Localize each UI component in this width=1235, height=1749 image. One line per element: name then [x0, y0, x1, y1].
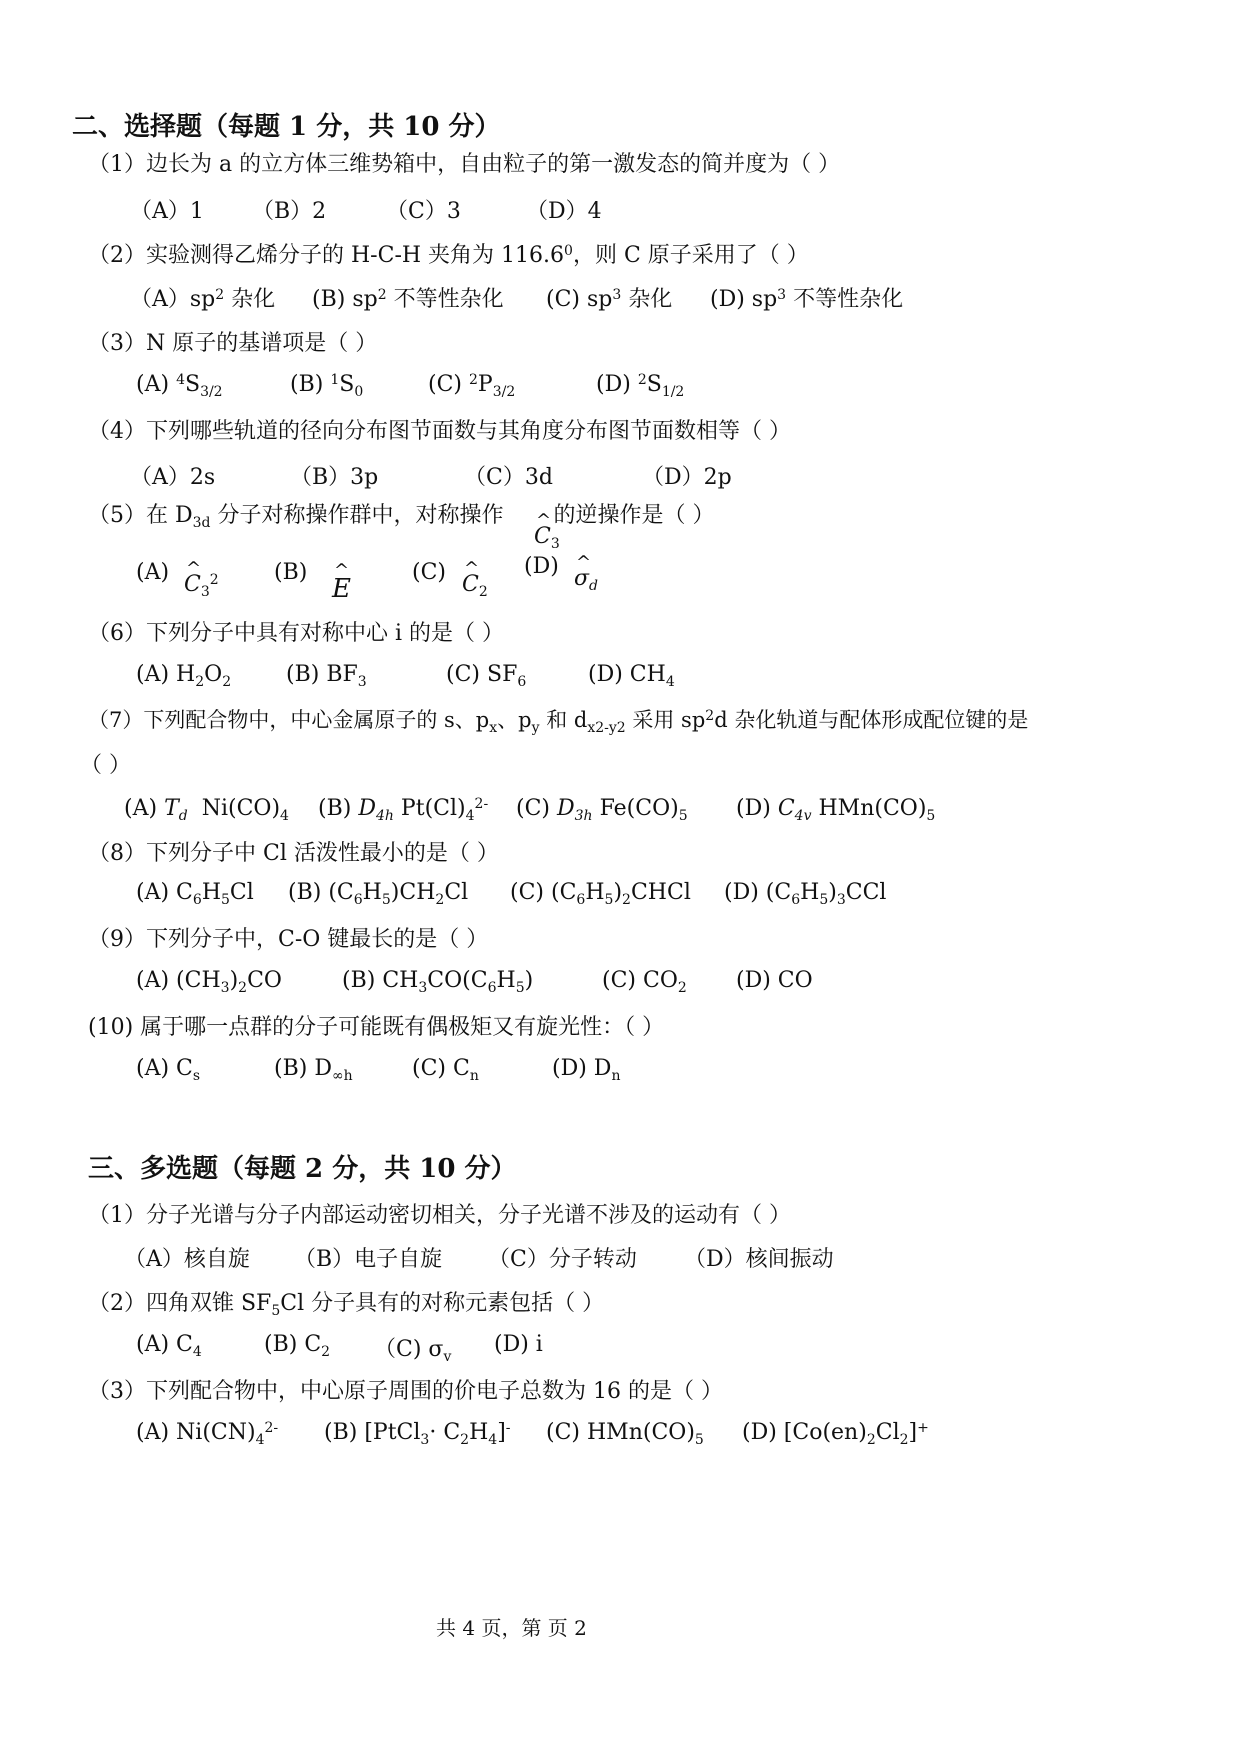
- option-b: (B) $(C_6H_5)CH_2Cl$: [288, 880, 469, 908]
- option-a-symbol: ^ $C_3^2$: [184, 572, 219, 600]
- section3-question-3-stem: （3）下列配合物中，中心原子周围的价电子总数为 16 的是（ ）: [88, 1379, 723, 1404]
- question-9-stem: （9）下列分子中，C-O 键最长的是（ ）: [88, 927, 489, 952]
- option-d: (D): [524, 554, 559, 579]
- option-c: (C) $sp^3$ 杂化: [546, 287, 673, 312]
- option-b-symbol: ^ E: [332, 574, 351, 604]
- option-b: (B) $^1S_0$: [290, 372, 364, 400]
- option-b: (B) $D_{\infty h}$: [274, 1056, 353, 1084]
- option-a: （A）核自旋: [124, 1247, 250, 1272]
- option-c: (C) $D_{3h}$ $Fe(CO)_5$: [516, 796, 688, 824]
- option-d: (D) $D_n$: [552, 1056, 621, 1084]
- option-d: (D) i: [494, 1332, 543, 1357]
- section-2-title: 二、选择题（每题 1 分，共 10 分）: [72, 112, 501, 142]
- option-d: (D) $^2S_{1/2}$: [596, 372, 685, 400]
- option-d: (D) $[Co(en)_2Cl_2]^+$: [742, 1420, 929, 1448]
- option-b: （B）2: [252, 199, 327, 224]
- question-10-stem: (10) 属于哪一点群的分子可能既有偶极矩又有旋光性：（ ）: [88, 1015, 665, 1040]
- option-c: （C）分子转动: [488, 1247, 637, 1272]
- option-b: (B) $CH_3CO(C_6H_5)$: [342, 968, 534, 996]
- option-c: （C）3: [386, 199, 461, 224]
- option-d: （D）核间振动: [684, 1247, 834, 1272]
- c3-operator-symbol: ^ $C_3$: [534, 524, 560, 552]
- question-7-stem-line2: （ ）: [80, 753, 131, 778]
- page-footer: 共 4 页，第 页 2: [436, 1616, 587, 1640]
- option-c: (C) $^2P_{3/2}$: [428, 372, 516, 400]
- option-b: (B) $sp^2$ 不等性杂化: [312, 287, 504, 312]
- option-a: (A) $C_s$: [136, 1056, 201, 1084]
- option-c-symbol: ^ $C_2$: [462, 572, 488, 600]
- section3-question-2-stem: （2）四角双锥 $SF_5Cl$ 分子具有的对称元素包括（ ）: [88, 1291, 605, 1319]
- option-a: （A）1: [130, 199, 204, 224]
- option-a: (A) $C_6H_5Cl$: [136, 880, 254, 908]
- option-b: （B）电子自旋: [294, 1247, 443, 1272]
- section-3-title: 三、多选题（每题 2 分，共 10 分）: [88, 1154, 517, 1184]
- option-d: (D) $CH_4$: [588, 662, 675, 690]
- option-a: (A): [136, 560, 170, 585]
- option-d: (D) $sp^3$ 不等性杂化: [710, 287, 904, 312]
- option-c: （C）3d: [464, 465, 553, 490]
- question-7-stem: （7）下列配合物中，中心金属原子的 s、$p_x$、$p_y$ 和 $d_{x2-y2}$ 采用 $sp^2d$ 杂化轨道与配体形成配位键的是: [88, 708, 1029, 736]
- option-c: (C): [412, 560, 446, 585]
- option-b: （B）3p: [290, 465, 379, 490]
- option-b: (B) $BF_3$: [286, 662, 367, 690]
- option-a: $(A)sp^2$ 杂化: [130, 287, 276, 312]
- question-3-stem: （3）N 原子的基谱项是（ ）: [88, 331, 378, 356]
- option-a: (A) $Ni(CN)_4^{2-}$: [136, 1420, 279, 1448]
- option-d: (D) $C_{4v}$ $HMn(CO)_5$: [736, 796, 936, 824]
- option-d-symbol: ^ $\sigma_d$: [574, 566, 598, 594]
- option-c: （C) $\sigma_v$: [374, 1337, 452, 1365]
- option-c: (C) $SF_6$: [446, 662, 527, 690]
- option-c: (C) $CO_2$: [602, 968, 687, 996]
- option-a: (A) $^4S_{3/2}$: [136, 372, 223, 400]
- question-6-stem: （6）下列分子中具有对称中心 i 的是（ ）: [88, 621, 505, 646]
- section3-question-1-stem: （1）分子光谱与分子内部运动密切相关，分子光谱不涉及的运动有（ ）: [88, 1203, 791, 1228]
- option-a: (A) $T_d$ $Ni(CO)_4$: [124, 796, 289, 824]
- question-1-stem: （1）边长为 a 的立方体三维势箱中，自由粒子的第一激发态的简并度为（ ）: [88, 152, 841, 177]
- option-a: （A）2s: [130, 465, 216, 490]
- option-a: (A) $H_2O_2$: [136, 662, 232, 690]
- option-c: (C) $(C_6H_5)_2CHCl$: [510, 880, 691, 908]
- option-c: (C) $HMn(CO)_5$: [546, 1420, 704, 1448]
- option-b: (B): [274, 560, 308, 585]
- question-4-stem: （4）下列哪些轨道的径向分布图节面数与其角度分布图节面数相等（ ）: [88, 419, 791, 444]
- question-8-stem: （8）下列分子中 Cl 活泼性最小的是（ ）: [88, 841, 499, 866]
- option-a: (A) $(CH_3)_2CO$: [136, 968, 282, 996]
- option-a: (A) $C_4$: [136, 1332, 202, 1360]
- option-c: (C) $C_n$: [412, 1056, 479, 1084]
- option-d: （D）4: [526, 199, 602, 224]
- option-b: (B) $D_{4h}$ $Pt(Cl)_4^{2-}$: [318, 796, 489, 824]
- option-d: （D）2p: [642, 465, 732, 490]
- question-5-stem: （5）在 $D_{3d}$ 分子对称操作群中，对称操作 的逆操作是（ ）: [88, 503, 715, 531]
- option-d: (D) $(C_6H_5)_3CCl$: [724, 880, 887, 908]
- option-d: (D) CO: [736, 968, 813, 993]
- option-b: (B) [PtCl$_3$· $C_2H_4]^-$: [324, 1420, 511, 1448]
- question-2-stem: （2）实验测得乙烯分子的 H-C-H 夹角为 116.6$^0$，则 C 原子采用了（ ）: [88, 243, 809, 268]
- option-b: (B) $C_2$: [264, 1332, 331, 1360]
